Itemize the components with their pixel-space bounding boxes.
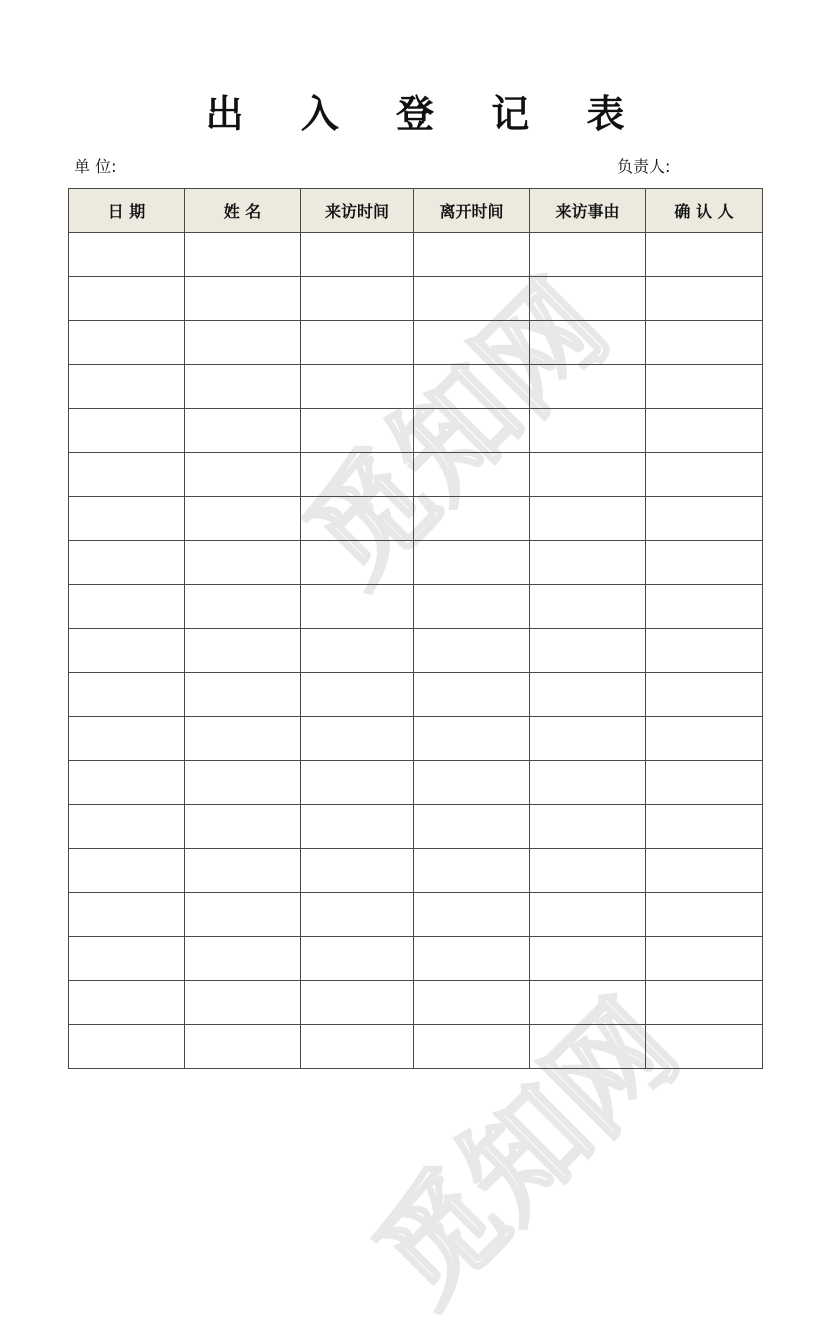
register-table (68, 188, 763, 1069)
table-row (69, 849, 763, 893)
page-title: 出 入 登 记 表 (205, 92, 647, 136)
table-row (69, 497, 763, 541)
table-cell[interactable] (69, 541, 185, 585)
table-cell[interactable] (414, 981, 530, 1025)
table-cell[interactable] (646, 585, 763, 629)
table-row (69, 585, 763, 629)
table-row (69, 541, 763, 585)
table-cell[interactable] (414, 805, 530, 849)
table-cell[interactable] (185, 277, 301, 321)
table-cell[interactable] (414, 541, 530, 585)
table-cell[interactable] (301, 629, 414, 673)
table-cell[interactable] (301, 409, 414, 453)
table-cell[interactable] (530, 585, 646, 629)
table-cell[interactable] (646, 321, 763, 365)
table-cell[interactable] (185, 893, 301, 937)
table-cell[interactable] (185, 761, 301, 805)
table-cell[interactable] (414, 937, 530, 981)
owner-label: 负责人: (617, 157, 671, 176)
header-name: 姓 名 (185, 189, 301, 233)
table-cell[interactable] (646, 629, 763, 673)
table-cell[interactable] (185, 805, 301, 849)
table-cell[interactable] (69, 585, 185, 629)
table-cell[interactable] (646, 937, 763, 981)
table-cell[interactable] (530, 717, 646, 761)
table-cell[interactable] (301, 585, 414, 629)
table-cell[interactable] (530, 937, 646, 981)
table-cell[interactable] (414, 409, 530, 453)
table-cell[interactable] (530, 365, 646, 409)
table-cell[interactable] (530, 629, 646, 673)
table-cell[interactable] (414, 365, 530, 409)
table-cell[interactable] (69, 233, 185, 277)
header-confirmer: 确 认 人 (646, 189, 763, 233)
table-cell[interactable] (414, 453, 530, 497)
table-cell[interactable] (69, 497, 185, 541)
unit-label: 单 位: (74, 157, 117, 176)
table-cell[interactable] (530, 981, 646, 1025)
table-cell[interactable] (646, 409, 763, 453)
table-cell[interactable] (414, 233, 530, 277)
watermark: 觅知网 (281, 257, 634, 610)
header-row (69, 189, 763, 233)
table-cell[interactable] (69, 1025, 185, 1069)
table-row (69, 233, 763, 277)
table-cell[interactable] (530, 497, 646, 541)
table-cell[interactable] (530, 277, 646, 321)
table-cell[interactable] (414, 893, 530, 937)
table-row (69, 673, 763, 717)
table-row (69, 937, 763, 981)
table-cell[interactable] (301, 717, 414, 761)
table-cell[interactable] (646, 717, 763, 761)
table-row (69, 981, 763, 1025)
table-cell[interactable] (301, 321, 414, 365)
table-row (69, 365, 763, 409)
header-departure-time: 离开时间 (414, 189, 530, 233)
table-cell[interactable] (414, 761, 530, 805)
table-row (69, 321, 763, 365)
table-row (69, 761, 763, 805)
table-cell[interactable] (646, 497, 763, 541)
header-date: 日 期 (69, 189, 185, 233)
table-row (69, 409, 763, 453)
table-cell[interactable] (646, 233, 763, 277)
table-cell[interactable] (414, 849, 530, 893)
table-cell[interactable] (185, 673, 301, 717)
table-cell[interactable] (301, 761, 414, 805)
table-cell[interactable] (185, 321, 301, 365)
table-cell[interactable] (646, 453, 763, 497)
table-cell[interactable] (301, 673, 414, 717)
table-cell[interactable] (530, 673, 646, 717)
table-cell[interactable] (185, 849, 301, 893)
table-row (69, 277, 763, 321)
table-cell[interactable] (69, 849, 185, 893)
table-cell[interactable] (301, 1025, 414, 1069)
watermark: 觅知网 (351, 977, 704, 1330)
table-cell[interactable] (646, 1025, 763, 1069)
table-row (69, 453, 763, 497)
table-cell[interactable] (414, 629, 530, 673)
table-cell[interactable] (414, 673, 530, 717)
table-row (69, 629, 763, 673)
header-visit-reason: 来访事由 (530, 189, 646, 233)
table-cell[interactable] (69, 717, 185, 761)
table-cell[interactable] (301, 365, 414, 409)
table-row (69, 717, 763, 761)
table-cell[interactable] (530, 849, 646, 893)
table-cell[interactable] (301, 233, 414, 277)
table-body (69, 233, 763, 1069)
table-cell[interactable] (646, 981, 763, 1025)
table-cell[interactable] (301, 805, 414, 849)
table-cell[interactable] (414, 717, 530, 761)
table-cell[interactable] (185, 233, 301, 277)
table-cell[interactable] (646, 365, 763, 409)
table-cell[interactable] (185, 981, 301, 1025)
table-cell[interactable] (301, 497, 414, 541)
table-cell[interactable] (185, 497, 301, 541)
table-cell[interactable] (530, 453, 646, 497)
table-cell[interactable] (185, 365, 301, 409)
header-arrival-time: 来访时间 (301, 189, 414, 233)
table-cell[interactable] (530, 761, 646, 805)
table-cell[interactable] (185, 585, 301, 629)
table-cell[interactable] (69, 981, 185, 1025)
table-cell[interactable] (69, 629, 185, 673)
table-cell[interactable] (646, 673, 763, 717)
table-cell[interactable] (646, 805, 763, 849)
table-cell[interactable] (185, 409, 301, 453)
table-cell[interactable] (69, 673, 185, 717)
table-cell[interactable] (301, 541, 414, 585)
table-cell[interactable] (414, 277, 530, 321)
table-row (69, 893, 763, 937)
table-cell[interactable] (185, 717, 301, 761)
table-cell[interactable] (69, 321, 185, 365)
table-cell[interactable] (185, 453, 301, 497)
table-cell[interactable] (185, 629, 301, 673)
table-cell[interactable] (301, 937, 414, 981)
table-cell[interactable] (530, 805, 646, 849)
table-cell[interactable] (646, 277, 763, 321)
table-cell[interactable] (530, 233, 646, 277)
table-cell[interactable] (301, 277, 414, 321)
table-row (69, 805, 763, 849)
table-cell[interactable] (301, 849, 414, 893)
table-cell[interactable] (646, 761, 763, 805)
table-cell[interactable] (530, 541, 646, 585)
table-cell[interactable] (69, 453, 185, 497)
table-cell[interactable] (414, 497, 530, 541)
table-cell[interactable] (646, 541, 763, 585)
table-cell[interactable] (185, 541, 301, 585)
table-cell[interactable] (646, 893, 763, 937)
table-cell[interactable] (530, 321, 646, 365)
table-cell[interactable] (69, 365, 185, 409)
table-cell[interactable] (646, 849, 763, 893)
table-cell[interactable] (185, 937, 301, 981)
table-cell[interactable] (69, 893, 185, 937)
table-cell[interactable] (185, 1025, 301, 1069)
table-cell[interactable] (301, 893, 414, 937)
table-cell[interactable] (69, 937, 185, 981)
table-cell[interactable] (530, 893, 646, 937)
table-row (69, 1025, 763, 1069)
table-cell[interactable] (69, 761, 185, 805)
table-cell[interactable] (530, 1025, 646, 1069)
table-cell[interactable] (69, 805, 185, 849)
table-cell[interactable] (414, 1025, 530, 1069)
table-cell[interactable] (69, 409, 185, 453)
table-cell[interactable] (69, 277, 185, 321)
table-cell[interactable] (301, 453, 414, 497)
table-cell[interactable] (414, 321, 530, 365)
table-cell[interactable] (301, 981, 414, 1025)
table-cell[interactable] (414, 585, 530, 629)
table-cell[interactable] (530, 409, 646, 453)
